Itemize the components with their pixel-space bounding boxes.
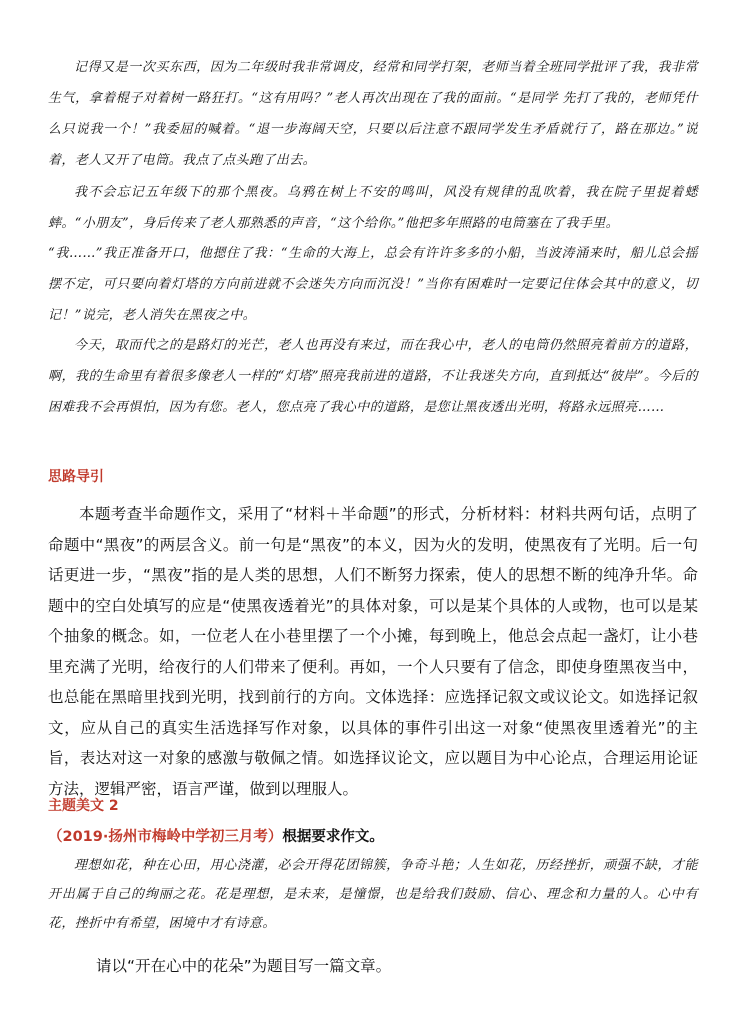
model-prompt: 请以“开在心中的花朵”为题目写一篇文章。 <box>96 957 392 975</box>
guide-text: 本题考查半命题作文，采用了“材料＋半命题”的形式，分析材料：材料共两句话，点明了命题中“黑夜”的两层含义。前一句是“黑夜”的本义，因为火的发明，使黑夜有了光明。后一句话更进一步，“黑夜”指的是人类的思想，人们不断努力探索，使人的思想不断的纯净升华。命题中的空白处填写的应是“使黑夜透着光”的具体对象，可以是某个具体的人或物，也可以是某个抽象的概念。如，一位老人在小巷里摆了一个小摊，每到晚上，他总会点起一盏灯，让小巷里充满了光明，给夜行的人们带来了便利。再如，一个人只要有了信念，即使身堕黑夜当中，也总能在黑暗里找到光明，找到前行的方向。文体选择：应选择记叙文或议论文。如选择记叙文，应从自己的真实生活选择写作对象，以具体的事件引出这一对象“使黑夜里透着光”的主旨，表达对这一对象的感激与敬佩之情。如选择议论文，应以题目为中心论点，合理运用论证方法，逻辑严密，语言严谨，做到以理服人。 <box>48 505 698 798</box>
model-material: 理想如花，种在心田，用心浇灌，必会开得花团锦簇，争奇斗艳；人生如花，历经挫折，顽强不缺，才能开出属于自己的绚丽之花。花是理想，是未来，是憧憬，也是给我们鼓励、信心、理念和力量的人。心中有花，挫折中有希望，困境中才有诗意。 <box>48 858 698 931</box>
model-source-line <box>48 825 698 846</box>
source-requirement: 根据要求作文。 <box>282 829 384 845</box>
model-heading: 主题美文 2 <box>48 798 119 814</box>
story-paragraph-1: 记得又是一次买东西，因为二年级时我非常调皮，经常和同学打架，老师当着全班同学批评了我，我非常生气，拿着棍子对着树一路狂打。“这有用吗？”老人再次出现在了我的面前。“是同学 先打了我的，老师凭什么只说我一个！”我委屈的喊着。“退一步海阔天空，只要以后注意不跟同学发生矛盾就行了，路在那边。”说着，老人又开了电筒。我点了点头跑了出去。 <box>48 60 698 168</box>
guide-heading: 思路导引 <box>48 469 104 485</box>
story-paragraph-4: 今天，取而代之的是路灯的光芒，老人也再没有来过，而在我心中，老人的电筒仍然照亮着前方的道路，啊，我的生命里有着很多像老人一样的“灯塔”照亮我前进的道路，不让我迷失方向，直到抵达“彼岸”。今后的困难我不会再惧怕，因为有您。老人，您点亮了我心中的道路，是您让黑夜透出光明，将路永远照亮…… <box>48 338 698 415</box>
story-paragraph-2: 我不会忘记五年级下的那个黑夜。乌鸦在树上不安的鸣叫，风没有规律的乱吹着，我在院子里捉着蟋蟀。“小朋友”，身后传来了老人那熟悉的声音，“这个给你。”他把多年照路的电筒塞在了我手里。 <box>48 185 698 231</box>
source-tag: （2019·扬州市梅岭中学初三月考） <box>48 829 283 845</box>
story-paragraph-3: “我……”我正准备开口，他摁住了我：“生命的大海上，总会有许许多多的小船，当波涛涌来时，船儿总会摇摆不定，可只要向着灯塔的方向前进就不会迷失方向而沉没！”当你有困难时一定要记住体会其中的意义，切记！”说完，老人消失在黑夜之中。 <box>48 246 698 323</box>
